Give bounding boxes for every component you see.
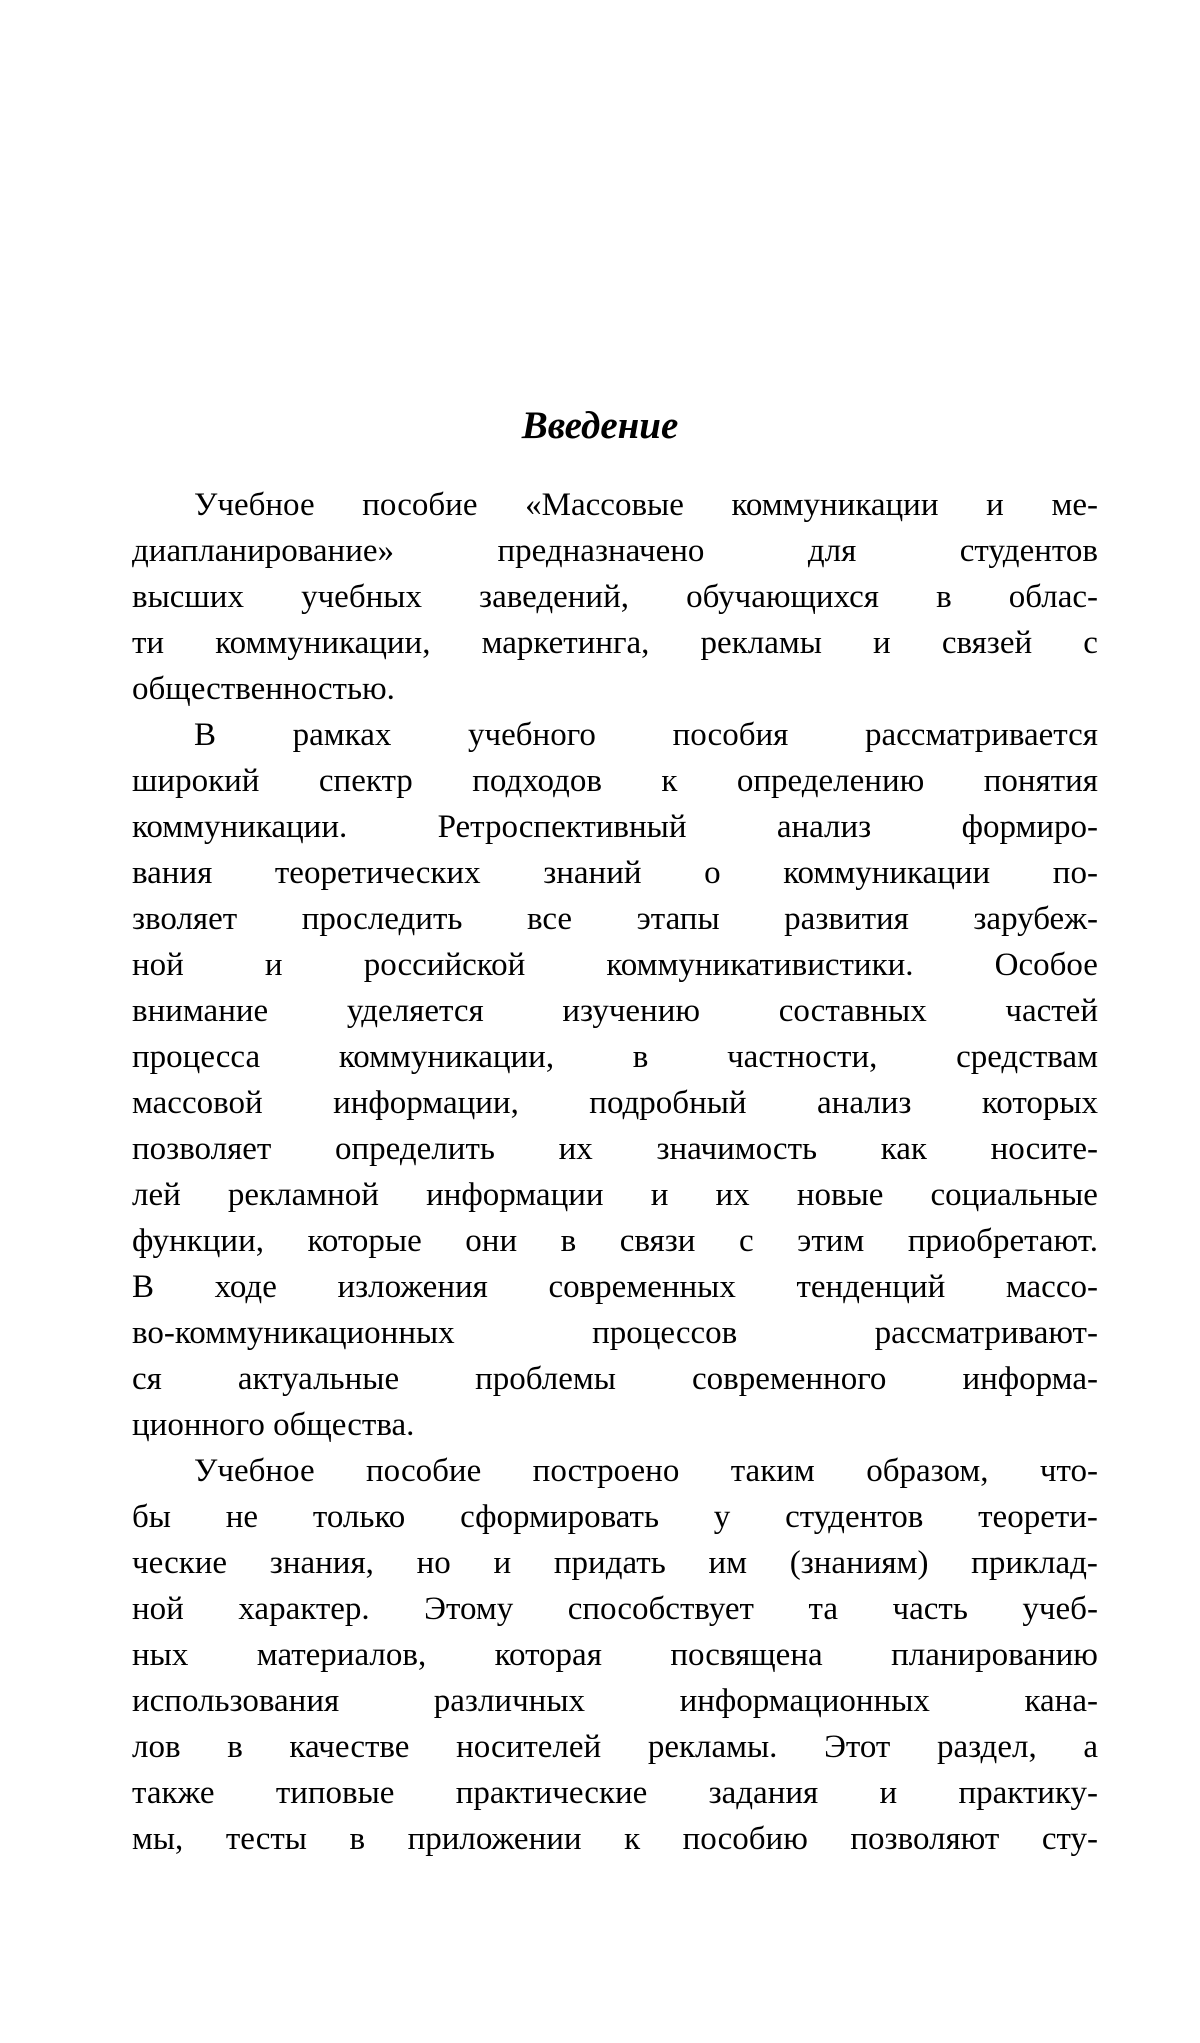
text-line: В рамках учебного пособия рассматривается (194, 717, 1098, 753)
text-line: мы, тесты в приложении к пособию позволяют сту- (132, 1821, 1098, 1857)
text-line: общественностью. (132, 671, 395, 707)
text-line: ти коммуникации, маркетинга, рекламы и связей с (132, 625, 1098, 661)
text-line: В ходе изложения современных тенденций массо- (132, 1269, 1098, 1305)
text-line: ционного общества. (132, 1407, 415, 1443)
body-text (132, 482, 1098, 1862)
text-line: ных материалов, которая посвящена планированию (132, 1637, 1098, 1673)
text-line: Учебное пособие построено таким образом, что- (194, 1453, 1098, 1489)
text-line: во-коммуникационных процессов рассматривают- (132, 1315, 1098, 1351)
text-line: широкий спектр подходов к определению понятия (132, 763, 1098, 799)
text-line: ческие знания, но и придать им (знаниям) приклад- (132, 1545, 1098, 1581)
paragraph (132, 1448, 1098, 1862)
page-title: Введение (521, 404, 679, 447)
text-line: диапланирование» предназначено для студентов (132, 533, 1098, 569)
text-line: лей рекламной информации и их новые социальные (132, 1177, 1098, 1213)
text-line: Учебное пособие «Массовые коммуникации и ме- (194, 487, 1098, 523)
text-line: лов в качестве носителей рекламы. Этот раздел, а (132, 1729, 1098, 1765)
text-line: ся актуальные проблемы современного информа- (132, 1361, 1098, 1397)
text-line: вания теоретических знаний о коммуникации по- (132, 855, 1098, 891)
text-line: бы не только сформировать у студентов теорети- (132, 1499, 1098, 1535)
text-line: массовой информации, подробный анализ которых (132, 1085, 1098, 1121)
text-line: ной характер. Этому способствует та часть учеб- (132, 1591, 1098, 1627)
text-line: внимание уделяется изучению составных частей (132, 993, 1098, 1029)
text-line: функции, которые они в связи с этим приобретают. (132, 1223, 1098, 1259)
paragraph (132, 712, 1098, 1448)
text-line: использования различных информационных кана- (132, 1683, 1098, 1719)
paragraph (132, 482, 1098, 712)
text-line: коммуникации. Ретроспективный анализ формиро- (132, 809, 1098, 845)
text-line: позволяет определить их значимость как носите- (132, 1131, 1098, 1167)
text-line: высших учебных заведений, обучающихся в облас- (132, 579, 1098, 615)
text-line: процесса коммуникации, в частности, средствам (132, 1039, 1098, 1075)
text-line: ной и российской коммуникативистики. Особое (132, 947, 1098, 983)
text-line: также типовые практические задания и практику- (132, 1775, 1098, 1811)
text-line: зволяет проследить все этапы развития зарубеж- (132, 901, 1098, 937)
